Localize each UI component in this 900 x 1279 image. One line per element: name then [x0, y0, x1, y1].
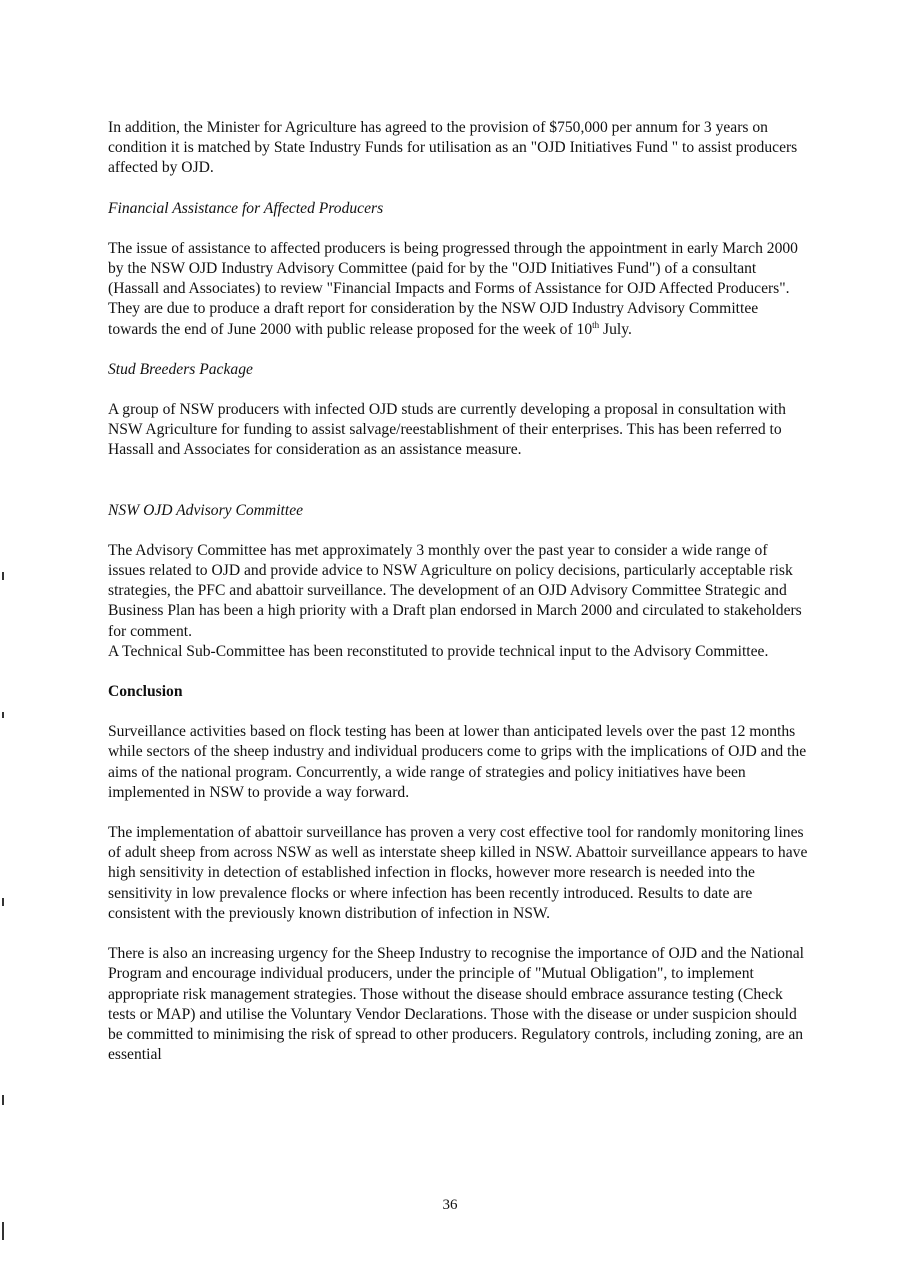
- scan-margin-mark: [2, 712, 4, 718]
- intro-paragraph: In addition, the Minister for Agriculture has agreed to the provision of $750,000 per annum for 3 years on condition it is matched by State Industry Funds for utilisation as an "OJD Initiatives Fund " to assist producers affected by OJD.: [108, 119, 798, 177]
- scan-margin-mark: [2, 572, 4, 580]
- scan-margin-mark: [2, 1095, 4, 1105]
- financial-assistance-text: The issue of assistance to affected producers is being progressed through the appointment in early March 2000 by the NSW OJD Industry Advisory Committee (paid for by the "OJD Initiatives Fund") of a consultant (Hassall and Associates) to review "Financial Impacts and Forms of Assistance for OJD Affected Producers". They are due to produce a draft report for consideration by the NSW OJD Industry Advisory Committee towards the end of June 2000 with public release proposed for the week of 10: [108, 239, 798, 338]
- financial-assistance-text-end: July.: [599, 320, 632, 338]
- page-number: 36: [442, 1197, 458, 1213]
- advisory-committee-heading: NSW OJD Advisory Committee: [108, 501, 304, 519]
- financial-assistance-paragraph: [108, 239, 808, 340]
- advisory-committee-paragraph: The Advisory Committee has met approximately 3 monthly over the past year to consider a wide range of issues related to OJD and provide advice to NSW Agriculture on policy decisions, particularly acceptable risk strategies, the PFC and abattoir surveillance. The development of an OJD Advisory Committee Strategic and Business Plan has been a high priority with a Draft plan endorsed in March 2000 and circulated to stakeholders for comment.: [108, 541, 802, 640]
- conclusion-paragraph-surveillance: Surveillance activities based on flock testing has been at lower than anticipated levels over the past 12 months while sectors of the sheep industry and individual producers come to grips with the implications of OJD and the aims of the national program. Concurrently, a wide range of strategies and policy initiatives have been implemented in NSW to provide a way forward.: [108, 723, 807, 801]
- financial-assistance-heading: Financial Assistance for Affected Producers: [108, 199, 384, 217]
- scan-margin-mark: [2, 898, 4, 906]
- technical-subcommittee-paragraph: A Technical Sub-Committee has been reconstituted to provide technical input to the Advisory Committee.: [108, 642, 769, 660]
- document-body: [108, 118, 808, 1065]
- stud-breeders-paragraph: A group of NSW producers with infected OJD studs are currently developing a proposal in consultation with NSW Agriculture for funding to assist salvage/reestablishment of their enterprises. This has been referred to Hassall and Associates for consideration as an assistance measure.: [108, 401, 786, 459]
- scan-margin-mark: [2, 1222, 4, 1240]
- ordinal-suffix: th: [592, 319, 600, 330]
- stud-breeders-heading: Stud Breeders Package: [108, 360, 253, 378]
- conclusion-paragraph-abattoir: The implementation of abattoir surveillance has proven a very cost effective tool for randomly monitoring lines of adult sheep from across NSW as well as interstate sheep killed in NSW. Abattoir surveillance appears to have high sensitivity in detection of established infection in flocks, however more research is needed into the sensitivity in low prevalence flocks or where infection has been recently introduced. Results to date are consistent with the previously known distribution of infection in NSW.: [108, 824, 808, 922]
- conclusion-paragraph-urgency: There is also an increasing urgency for the Sheep Industry to recognise the importance of OJD and the National Program and encourage individual producers, under the principle of "Mutual Obligation", to implement appropriate risk management strategies. Those without the disease should embrace assurance testing (Check tests or MAP) and utilise the Voluntary Vendor Declarations. Those with the disease or under suspicion should be committed to minimising the risk of spread to other producers. Regulatory controls, including zoning, are an essential: [108, 945, 805, 1064]
- conclusion-heading: Conclusion: [108, 683, 183, 701]
